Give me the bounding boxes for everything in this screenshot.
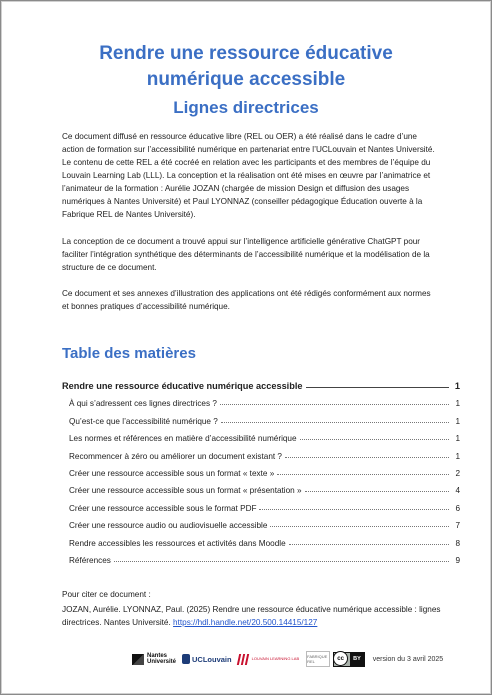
toc-leader-line [114,560,449,562]
nantes-universite-mark-icon [132,654,144,665]
lll-logo-text: LOUVAIN LEARNING LAB [251,655,300,661]
uclouvain-logo-text: UCLouvain [192,654,232,664]
toc-leader-line [277,473,449,475]
toc-entry-page: 1 [455,451,460,461]
lll-bar-icon [244,654,248,665]
toc-entry[interactable] [62,548,460,565]
toc-entry-page: 7 [455,521,460,531]
toc-leader-line [289,543,449,545]
toc-leader-line [285,456,449,458]
toc-leader-line [306,386,449,388]
louvain-learning-lab-logo [238,654,302,665]
intro-paragraph-3: Ce document et ses annexes d’illustration des applications ont été rédigés conformément aux normes et bonnes pratiques d’accessibilité numérique. [62,289,431,311]
document-subtitle: Lignes directrices [173,98,319,117]
toc-entry-label: Références [69,555,111,565]
intro-paragraph-2: La conception de ce document a trouvé appui sur l’intelligence artificielle générative ChatGPT pour faciliter l’intégration synthétique des déterminants de l’accessibilité numérique et la modélisation de la structure de ce document. [62,237,430,272]
toc-entry[interactable] [62,478,460,495]
toc-entry[interactable] [62,426,460,443]
toc-entry-label: Rendre accessibles les ressources et activités dans Moodle [69,538,286,548]
toc-entry-label: Créer une ressource accessible sous un format « texte » [69,468,275,478]
toc-entry-label: Recommencer à zéro ou améliorer un document existant ? [69,451,282,461]
citation-body: JOZAN, Aurélie. LYONNAZ, Paul. (2025) Rendre une ressource éducative numérique accessible : lignes directrices. Nantes Université. [62,605,441,627]
document-title-line2: numérique accessible [146,69,346,90]
toc-entry[interactable] [62,461,460,478]
toc-entry-page: 9 [455,555,460,565]
toc-entry[interactable] [62,408,460,425]
fabrique-rel-logo: FABRIQUE REL [306,651,330,667]
toc-entry-page: 1 [455,416,460,426]
toc-entry-page: 6 [455,503,460,513]
toc-entry[interactable] [62,513,460,530]
version-date: version du 3 avril 2025 [372,655,444,663]
nantes-logo-line2: Université [147,659,177,665]
uclouvain-mark-icon [182,654,190,664]
creative-commons-icon: cc [333,651,348,666]
toc-leader-line [221,421,449,423]
nantes-universite-logo [132,653,176,666]
toc-leader-line [300,438,449,440]
toc-entry-label: À qui s’adressent ces lignes directrices ? [69,399,217,409]
citation-link[interactable]: https://hdl.handle.net/20.500.14415/127 [173,618,318,627]
intro-paragraph-1: Ce document diffusé en ressource éducative libre (REL ou OER) a été réalisé dans le cadre d’une action de formation sur l’accessibilité numérique en partenariat entre l’UCLouvain et Nantes Université. Le contenu de cette REL a été cocréé en relation avec les participants et des membres de l’équipe du Louvain Learning Lab (LLL). La conception et la réalisation ont été mises en œuvre par l’animatrice et l’animateur de la formation : Aurélie JOZAN (chargée de mission Design et diffusion des usages numériques à Nantes Université) et Paul LYONNAZ (conseiller pédagogique Éducation ouverte à la Fabrique REL de Nantes Université). [62,132,435,219]
table-of-contents [62,377,460,565]
cc-by-license-badge[interactable] [333,652,365,667]
uclouvain-logo [182,654,232,664]
toc-entry-page: 8 [455,538,460,548]
toc-leader-line [259,508,449,510]
toc-entry-page: 4 [455,486,460,496]
toc-entry-label: Les normes et références en matière d’accessibilité numérique [69,434,297,444]
toc-entry-label: Créer une ressource accessible sous un format « présentation » [69,486,302,496]
citation-label: Pour citer ce document : [62,590,151,599]
toc-entry[interactable] [62,530,460,547]
toc-entry-label: Créer une ressource accessible sous le format PDF [69,503,257,513]
toc-entry[interactable] [62,443,460,460]
toc-entry[interactable] [62,495,460,512]
toc-entry-page: 1 [454,381,460,391]
footer-logos [132,648,443,670]
toc-entry-page: 1 [455,399,460,409]
document-page [1,1,491,694]
toc-leader-line [270,525,449,527]
license-by-label: BY [350,653,364,666]
document-title-line1: Rendre une ressource éducative [99,43,393,64]
toc-heading: Table des matières [62,345,196,362]
toc-entry-label: Rendre une ressource éducative numérique accessible [62,381,303,391]
toc-entry-page: 2 [455,468,460,478]
citation-text [62,603,442,629]
toc-entry-page: 1 [455,434,460,444]
toc-entry-label: Qu’est-ce que l’accessibilité numérique ? [69,416,218,426]
toc-entry-label: Créer une ressource audio ou audiovisuelle accessible [69,521,268,531]
nantes-logo-line1: Nantes [147,652,168,659]
toc-leader-line [305,490,449,492]
toc-leader-line [220,403,449,405]
toc-entry[interactable] [62,391,460,408]
toc-entry[interactable] [62,377,460,391]
